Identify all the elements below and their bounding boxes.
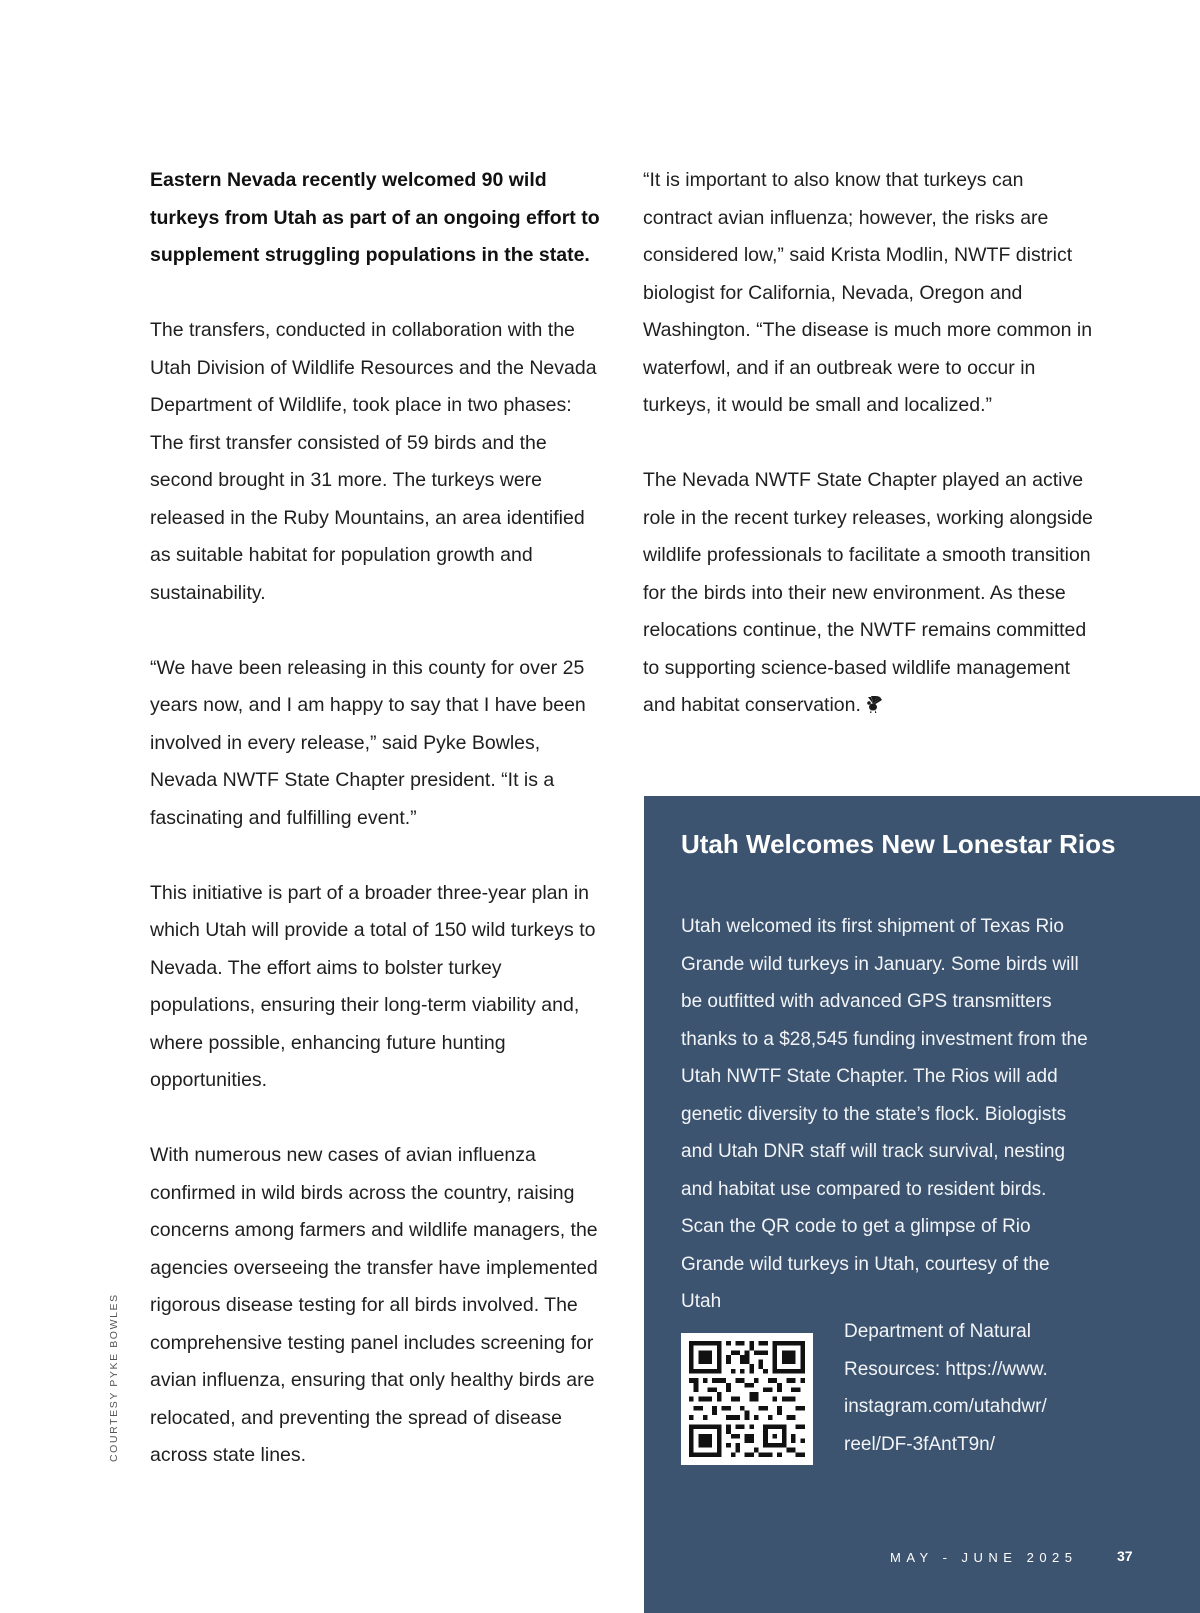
sidebar-url-text: Department of Natural Resources: https://www. instagram.com/utahdwr/ reel/DF-3fAntT9n/ bbox=[844, 1321, 1048, 1455]
article-paragraph: “We have been releasing in this county for over 25 years now, and I am happy to say that I have been involved in every release,” said Pyke Bowles, Nevada NWTF State Chapter president. “It is a fascinating and fulfilling event.” bbox=[150, 656, 586, 829]
page-number: 37 bbox=[1117, 1548, 1133, 1564]
right-column bbox=[643, 162, 1098, 764]
article-lead: Eastern Nevada recently welcomed 90 wild turkeys from Utah as part of an ongoing effort to supplement struggling populations in the state. bbox=[150, 169, 600, 266]
photo-credit: COURTESY PYKE BOWLES bbox=[108, 1293, 120, 1462]
article-paragraph: This initiative is part of a broader three-year plan in which Utah will provide a total of 150 wild turkeys to Nevada. The effort aims to bolster turkey populations, ensuring their long-term viability and, where possible, enhancing future hunting opportunities. bbox=[150, 881, 596, 1091]
sidebar-body: Utah welcomed its first shipment of Texas Rio Grande wild turkeys in January. Some birds will be outfitted with advanced GPS transmitters thanks to a $28,545 funding investment from the Utah NWTF State Chapter. The Rios will add genetic diversity to the state’s flock. Biologists and Utah DNR staff will track survival, nesting and habitat use compared to resident birds. Scan the QR code to get a glimpse of Rio Grande wild turkeys in Utah, courtesy of the Utah bbox=[681, 916, 1088, 1312]
sidebar-box bbox=[644, 796, 1200, 1613]
turkey-icon bbox=[865, 689, 883, 727]
issue-date: MAY - JUNE 2025 bbox=[890, 1550, 1078, 1565]
article-final-text: The Nevada NWTF State Chapter played an active role in the recent turkey releases, working alongside wildlife professionals to facilitate a smooth transition for the birds into their new environment. As these relocations continue, the NWTF remains committed to supporting science-based wildlife management and habitat conservation. bbox=[643, 469, 1093, 716]
article-paragraph: “It is important to also know that turkeys can contract avian influenza; however, the risks are considered low,” said Krista Modlin, NWTF district biologist for California, Nevada, Oregon and Washington. “The disease is much more common in waterfowl, and if an outbreak were to occur in turkeys, it would be small and localized.” bbox=[643, 169, 1093, 416]
article-paragraph: With numerous new cases of avian influenza confirmed in wild birds across the country, raising concerns among farmers and wildlife managers, the agencies overseeing the transfer have implemented rigorous disease testing for all birds involved. The comprehensive testing panel includes screening for avian influenza, ensuring that only healthy birds are relocated, and preventing the spread of disease across state lines. bbox=[150, 1144, 598, 1466]
qr-code-icon[interactable] bbox=[681, 1333, 813, 1465]
sidebar-title: Utah Welcomes New Lonestar Rios bbox=[681, 829, 1116, 859]
article-paragraph-final bbox=[643, 462, 1098, 727]
article-paragraph: The transfers, conducted in collaboration with the Utah Division of Wildlife Resources and the Nevada Department of Wildlife, took place in two phases: The first transfer consisted of 59 birds and the second brought in 31 more. The turkeys were released in the Ruby Mountains, an area identified as suitable habitat for population growth and sustainability. bbox=[150, 319, 597, 604]
left-column bbox=[150, 162, 600, 1512]
